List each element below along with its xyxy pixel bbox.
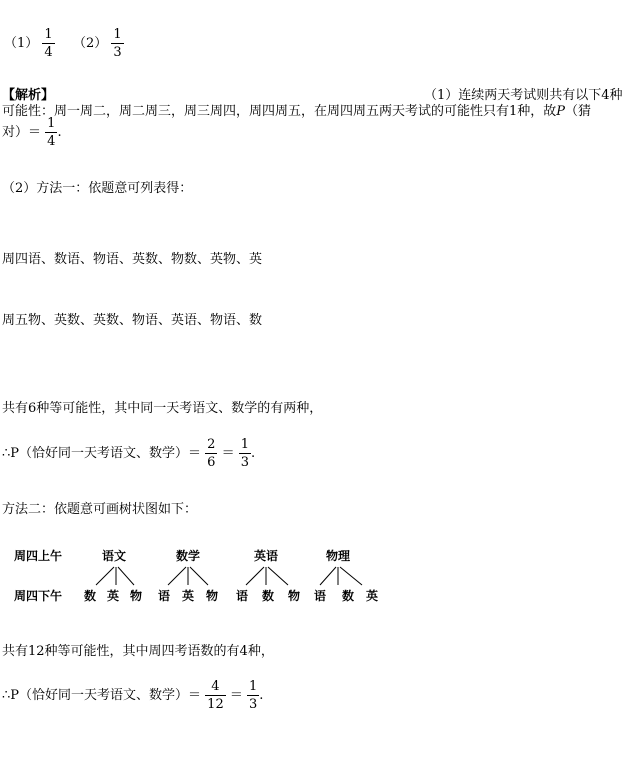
method2-therefore: ∴P（恰好同一天考语文、数学）＝ $\frac{4}{12}$ ＝ $\frac{1}{3}$ . bbox=[2, 679, 264, 712]
tree-child: 物 bbox=[288, 589, 301, 603]
tree-am-label: 周四上午 bbox=[14, 549, 63, 563]
analysis-header: 【解析】 bbox=[2, 88, 55, 103]
tree-parent-math: 数学 bbox=[176, 549, 201, 563]
method1-title: （2）方法一：依题意可列表得： bbox=[2, 181, 193, 196]
tree-child: 语 bbox=[314, 589, 327, 603]
tree-child: 物 bbox=[206, 589, 219, 603]
tree-child: 语 bbox=[158, 589, 171, 603]
tree-child: 数 bbox=[342, 589, 355, 603]
method1-row-thursday: 周四语、数语、物语、英数、物数、英物、英 bbox=[2, 252, 263, 267]
answer-1-fraction: $\frac{1}{4}$ bbox=[44, 27, 53, 60]
tree-child: 英 bbox=[182, 589, 195, 603]
tree-parent-chinese: 语文 bbox=[102, 549, 127, 563]
answer-line bbox=[4, 28, 124, 59]
method1-fraction-1: $\frac{2}{6}$ bbox=[207, 437, 216, 470]
tree-diagram bbox=[0, 540, 400, 610]
answer-2-fraction: $\frac{1}{3}$ bbox=[113, 27, 122, 60]
answer-2-label: （2） bbox=[72, 36, 108, 51]
method2-summary: 共有12种等可能性，其中周四考语数的有4种， bbox=[2, 644, 274, 659]
part1-fraction: $\frac{1}{4}$ bbox=[47, 116, 56, 149]
tree-child: 语 bbox=[236, 589, 249, 603]
method1-summary: 共有6种等可能性，其中同一天考语文、数学的有两种， bbox=[2, 401, 323, 416]
tree-parent-english: 英语 bbox=[254, 549, 279, 563]
tree-pm-label: 周四下午 bbox=[14, 589, 63, 603]
tree-child: 英 bbox=[107, 589, 120, 603]
method2-fraction-2: $\frac{1}{3}$ bbox=[249, 679, 258, 712]
answer-1-label: （1） bbox=[4, 36, 39, 51]
tree-child: 数 bbox=[84, 589, 97, 603]
method1-row-friday: 周五物、英数、英数、物语、英语、物语、数 bbox=[2, 313, 263, 328]
tree-child: 数 bbox=[262, 589, 275, 603]
analysis-part1-line2: 可能性：周一周二，周二周三，周三周四，周四周五，在周四周五两天考试的可能性只有1种，故P（猜 bbox=[2, 104, 592, 119]
method1-therefore: ∴P（恰好同一天考语文、数学）＝ $\frac{2}{6}$ ＝ $\frac{1}{3}$ . bbox=[2, 437, 256, 470]
method2-fraction-1: $\frac{4}{12}$ bbox=[207, 679, 224, 712]
method1-fraction-2: $\frac{1}{3}$ bbox=[240, 437, 250, 470]
tree-parent-physics: 物理 bbox=[326, 549, 351, 563]
method2-title: 方法二：依题意可画树状图如下： bbox=[2, 502, 198, 517]
analysis-part1-head: （1）连续两天考试则共有以下4种 bbox=[424, 88, 623, 103]
tree-child: 物 bbox=[130, 589, 143, 603]
analysis-part1-line3: 对）＝ $\frac{1}{4}$ . bbox=[2, 116, 62, 149]
tree-child: 英 bbox=[366, 589, 379, 603]
